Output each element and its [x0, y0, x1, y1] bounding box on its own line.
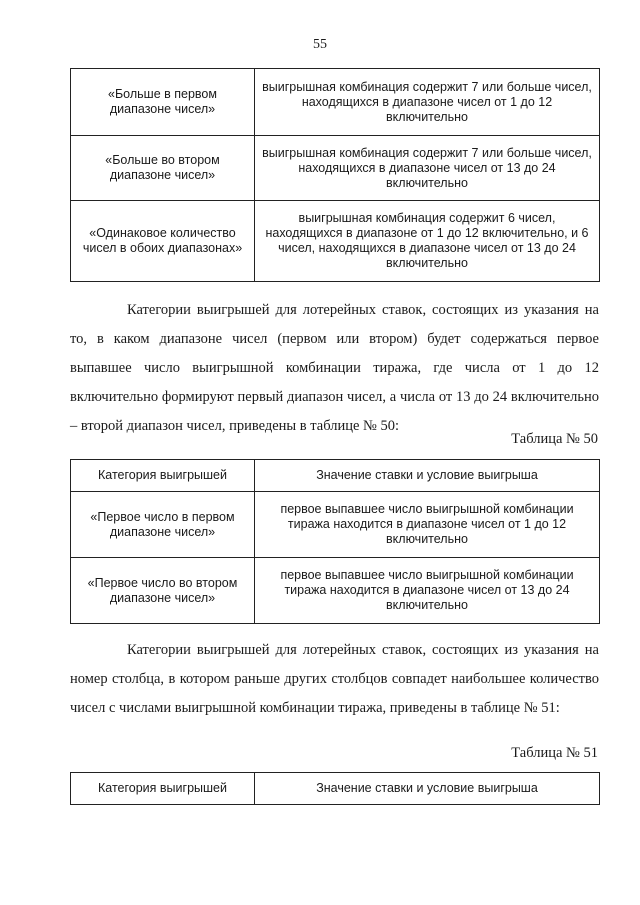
category-cell: «Первое число во втором диапазоне чисел» [71, 558, 255, 624]
header-category: Категория выигрышей [71, 773, 255, 805]
table-50 [70, 459, 600, 624]
category-cell: «Больше во втором диапазоне чисел» [71, 136, 255, 201]
condition-cell: выигрышная комбинация содержит 7 или больше чисел, находящихся в диапазоне чисел от 13 до 24 включительно [255, 136, 600, 201]
condition-cell: первое выпавшее число выигрышной комбинации тиража находится в диапазоне чисел от 1 до 12 включительно [255, 492, 600, 558]
category-cell: «Одинаковое количество чисел в обоих диапазонах» [71, 201, 255, 282]
page-number: 55 [313, 37, 327, 52]
header-condition: Значение ставки и условие выигрыша [255, 773, 600, 805]
paragraph-table-51-intro: Категории выигрышей для лотерейных ставок, состоящих из указания на номер столбца, в котором раньше других столбцов совпадет наибольшее количество чисел с числами выигрышной комбинации тиража, приведены в таблице № 51: [70, 642, 599, 716]
header-condition: Значение ставки и условие выигрыша [255, 460, 600, 492]
table-header-row [71, 460, 600, 492]
table-51-caption: Таблица № 51 [511, 745, 598, 761]
table-row [71, 69, 600, 136]
category-cell: «Больше в первом диапазоне чисел» [71, 69, 255, 136]
condition-cell: первое выпавшее число выигрышной комбинации тиража находится в диапазоне чисел от 13 до 24 включительно [255, 558, 600, 624]
condition-cell: выигрышная комбинация содержит 6 чисел, находящихся в диапазоне от 1 до 12 включительно, и 6 чисел, находящихся в диапазоне чисел от 13 до 24 включительно [255, 201, 600, 282]
condition-cell: выигрышная комбинация содержит 7 или больше чисел, находящихся в диапазоне чисел от 1 до 12 включительно [255, 69, 600, 136]
header-category: Категория выигрышей [71, 460, 255, 492]
table-row [71, 201, 600, 282]
table-row [71, 492, 600, 558]
table-51 [70, 772, 600, 805]
table-header-row [71, 773, 600, 805]
table-50-caption: Таблица № 50 [511, 431, 598, 447]
category-cell: «Первое число в первом диапазоне чисел» [71, 492, 255, 558]
paragraph-table-50-intro: Категории выигрышей для лотерейных ставок, состоящих из указания на то, в каком диапазоне чисел (первом или втором) будет содержаться первое выпавшее число выигрышной комбинации тиража, где числа от 1 до 12 включительно формируют первый диапазон чисел, а числа от 13 до 24 включительно – второй диапазон чисел, приведены в таблице № 50: [70, 302, 599, 434]
table-row [71, 136, 600, 201]
prize-categories-table-continued [70, 68, 600, 282]
table-row [71, 558, 600, 624]
